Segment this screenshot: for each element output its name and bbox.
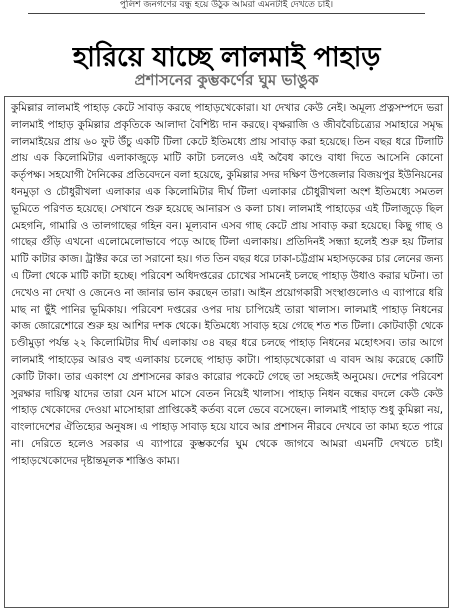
divider-line [28, 13, 425, 14]
subheadline: প্রশাসনের কুম্ভকর্ণের ঘুম ভাঙুক [134, 71, 319, 89]
headline: হারিয়ে যাচ্ছে লালমাই পাহাড় [72, 42, 381, 74]
article-box [4, 96, 449, 608]
top-caption: পুলিশ জনগণের বন্ধু হয়ে উঠুক আমরা এমনটাই দেখতে চাই। [119, 0, 334, 10]
article-body: কুমিল্লার লালমাই পাহাড় কেটে সাবাড় করছে পাহাড়খেকোরা। যা দেখার কেউ নেই। অমূল্য প্রত্নসম্পদে ভরা লালমাই পাহাড় কুমিল্লার প্রকৃতিকে আলাদা বৈশিষ্ট্য দান করছে। বৃক্ষরাজি ও জীববৈচিত্র্যের সমাহারে সমৃদ্ধ লালমাইয়ের প্রায় ৬০ ফুট উঁচু একটি টিলা কেটে ইতিমধ্যে প্রায় সাবাড় করা হয়েছে। তিন বছর ধরে টিলাটি প্রায় এক কিলোমিটার এলাকাজুড়ে মাটি কাটা চললেও এই অবৈধ কাণ্ডে বাধা দিতে আসেনি কোনো কর্তৃপক্ষ। সহযোগী দৈনিকের প্রতিবেদনে বলা হয়েছে, কুমিল্লার সদর দক্ষিণ উপজেলার বিজয়পুর ইউনিয়নের ধনমুড়া ও চৌধুরীখলা এলাকার এক কিলোমিটার দীর্ঘ টিলা এলাকার চৌধুরীখলা অংশ ইতিমধ্যে সমতল ভূমিতে পরিণত হয়েছে। সেখানে শুরু হয়েছে আনারস ও কলা চাষ। লালমাই পাহাড়ের এই টিলাজুড়ে ছিল মেহগনি, গামারি ও তালগাছের গহিন বন। মূল্যবান এসব গাছ কেটে প্রায় সাবাড় করা হয়েছে। কিছু গাছ ও গাছের গুঁড়ি এখনো এলোমেলোভাবে পড়ে আছে টিলা এলাকায়। প্রতিদিনই সন্ধ্যা হলেই শুরু হয় টিলার মাটি কাটার কাজ। ট্রাক্টর করে তা সরানো হয়। গত তিন বছর ধরে ঢাকা-চট্টগ্রাম মহাসড়কের চার লেনের জন্য এ টিলা থেকে মাটি কাটা হচ্ছে। পরিবেশ অধিদপ্তরের চোখের সামনেই চলছে পাহাড় উধাও করার ঘটনা। তা দেখেও না দেখা ও জেনেও না জানার ভান করছেন তারা। আইন প্রয়োগকারী সংস্থাগুলোও এ ব্যাপারে ধরি মাছ না ছুঁই পানির ভূমিকায়। পরিবেশ দপ্তরের ওপর দায় চাপিয়েই তারা খালাস। লালমাই পাহাড় নিধনের কাজ জোরেশোরে শুরু হয় আশির দশক থেকে। ইতিমধ্যে সাবাড় হয়ে গেছে শত শত টিলা। কোটবাড়ী থেকে চণ্ডীমুড়া পর্যন্ত ২২ কিলোমিটার দীর্ঘ এলাকায় ৩৪ বছর ধরে চলছে পাহাড় নিধনের মহোৎসব। তার আগে লালমাই পাহাড়ের আরও বহু এলাকায় চলেছে পাহাড় কাটা। পাহাড়খেকোরা এ বাবদ আয় করেছে কোটি কোটি টাকা। তার একাংশ যে প্রশাসনের কারও কারোর পকেটে গেছে তা সহজেই অনুমেয়। দেশের পরিবেশ সুরক্ষার দায়িত্ব যাদের তারা যেন মাসে মাসে বেতন নিয়েই খালাস। পাহাড় নিধন বন্ধের বদলে কেউ কেউ পাহাড় খেকোদের দেওয়া মাসোহারা প্রাপ্তিকেই কর্তব্য বলে ভেবে বসেছেন। লালমাই পাহাড় শুধু কুমিল্লা নয়, বাংলাদেশের ঐতিহ্যের অনুষঙ্গ। এ পাহাড় সাবাড় হয়ে যাবে আর প্রশাসন নীরবে দেখবে তা কাম্য হতে পারে না। দেরিতে হলেও সরকার এ ব্যাপারে কুম্ভকর্ণের ঘুম থেকে জাগবে আমরা এমনটি দেখতে চাই। পাহাড়খেকোদের দৃষ্টান্তমূলক শাস্তিও কাম্য। [11, 102, 443, 467]
